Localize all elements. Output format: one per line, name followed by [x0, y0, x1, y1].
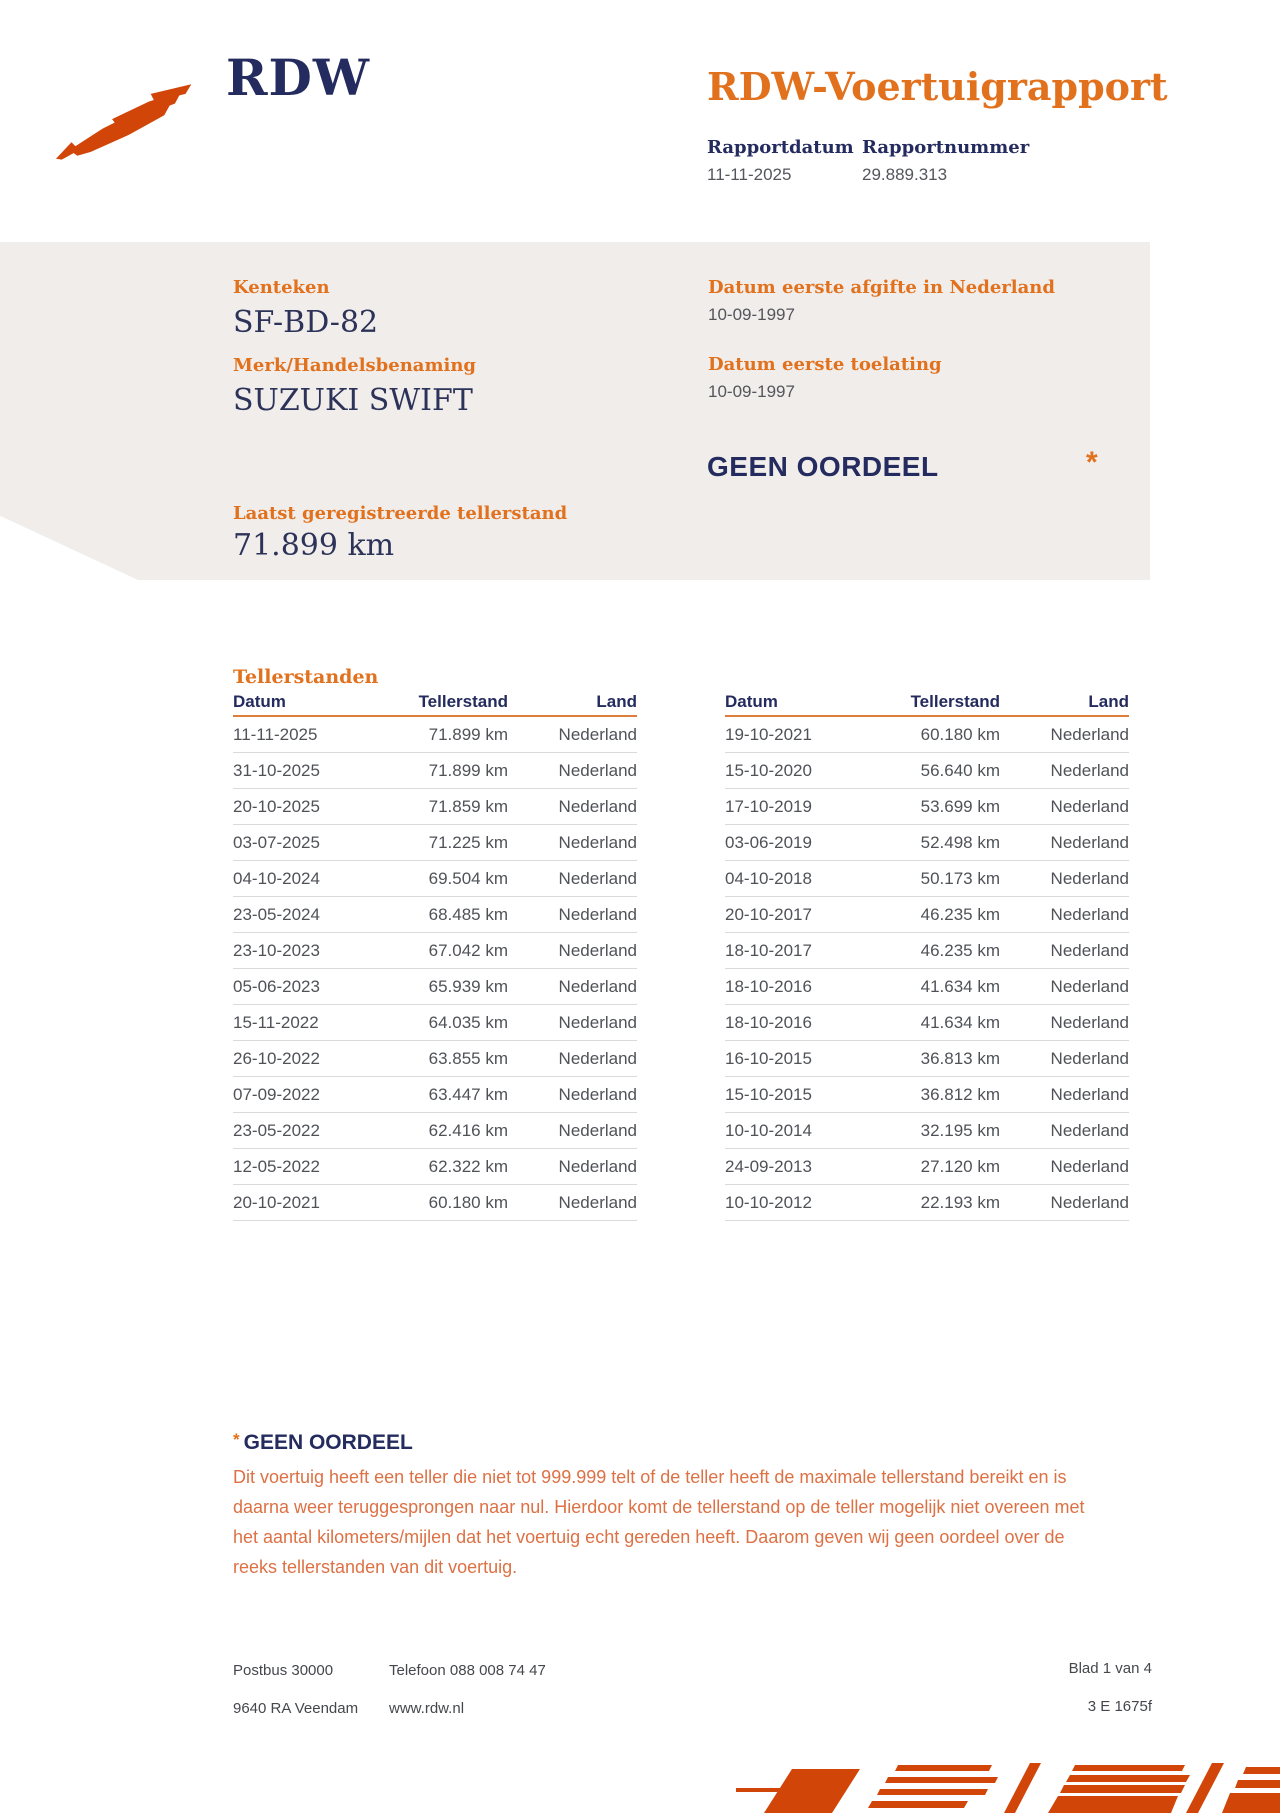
footnote-paragraph [233, 1462, 1173, 1582]
table-header-row [725, 692, 1129, 717]
cell-land: Nederland [1050, 905, 1129, 924]
cell-tellerstand: 41.634 km [920, 977, 1000, 996]
table-row [725, 717, 1129, 753]
cell-tellerstand: 62.322 km [428, 1157, 508, 1176]
cell-land: Nederland [1050, 941, 1129, 960]
cell-tellerstand: 50.173 km [920, 869, 1000, 888]
cell-tellerstand: 52.498 km [920, 833, 1000, 852]
table-row [233, 1041, 637, 1077]
oordeel-asterisk-marker: * [1086, 446, 1098, 479]
cell-land: Nederland [558, 977, 637, 996]
cell-tellerstand: 60.180 km [920, 725, 1000, 744]
cell-tellerstand: 65.939 km [428, 977, 508, 996]
rdw-logo-text: RDW [226, 48, 371, 107]
cell-datum: 15-10-2015 [725, 1085, 812, 1104]
footnote-title-text: GEEN OORDEEL [243, 1431, 413, 1454]
table-row [233, 897, 637, 933]
tellerstanden-table-left [233, 692, 637, 1221]
merk-value: SUZUKI SWIFT [233, 383, 473, 418]
afgifte-label: Datum eerste afgifte in Nederland [708, 277, 1055, 298]
rdw-wing-logo-icon [56, 82, 201, 160]
report-number-value: 29.889.313 [862, 165, 948, 184]
cell-tellerstand: 46.235 km [920, 941, 1000, 960]
report-date-value: 11-11-2025 [707, 165, 792, 184]
table-row [725, 897, 1129, 933]
table-row [233, 789, 637, 825]
table-row [725, 933, 1129, 969]
column-header-datum: Datum [725, 692, 778, 711]
cell-datum: 16-10-2015 [725, 1049, 812, 1068]
cell-tellerstand: 71.859 km [428, 797, 508, 816]
table-row [233, 861, 637, 897]
cell-land: Nederland [558, 761, 637, 780]
cell-land: Nederland [1050, 1157, 1129, 1176]
table-row [233, 933, 637, 969]
cell-datum: 04-10-2018 [725, 869, 812, 888]
cell-land: Nederland [558, 869, 637, 888]
column-header-tellerstand: Tellerstand [910, 692, 1000, 711]
cell-tellerstand: 62.416 km [428, 1121, 508, 1140]
cell-datum: 04-10-2024 [233, 869, 320, 888]
page-title: RDW-Voertuigrapport [707, 64, 1168, 109]
cell-tellerstand: 36.813 km [920, 1049, 1000, 1068]
afgifte-value: 10-09-1997 [708, 305, 795, 324]
cell-land: Nederland [1050, 1085, 1129, 1104]
cell-tellerstand: 56.640 km [920, 761, 1000, 780]
kenteken-label: Kenteken [233, 277, 330, 298]
cell-tellerstand: 36.812 km [920, 1085, 1000, 1104]
cell-datum: 24-09-2013 [725, 1157, 812, 1176]
cell-land: Nederland [1050, 977, 1129, 996]
cell-tellerstand: 63.447 km [428, 1085, 508, 1104]
cell-land: Nederland [1050, 1193, 1129, 1212]
tellerstanden-table-right [725, 692, 1129, 1221]
cell-land: Nederland [558, 1085, 637, 1104]
table-row [233, 1185, 637, 1221]
cell-datum: 23-05-2022 [233, 1121, 320, 1140]
cell-tellerstand: 71.899 km [428, 725, 508, 744]
cell-tellerstand: 27.120 km [920, 1157, 1000, 1176]
footnote-title [233, 1430, 413, 1455]
cell-land: Nederland [1050, 1013, 1129, 1032]
cell-datum: 23-05-2024 [233, 905, 320, 924]
cell-tellerstand: 46.235 km [920, 905, 1000, 924]
cell-tellerstand: 71.225 km [428, 833, 508, 852]
table-row [725, 1005, 1129, 1041]
table-row [725, 1185, 1129, 1221]
cell-land: Nederland [558, 1193, 637, 1212]
tellerstanden-section-title: Tellerstanden [233, 666, 379, 688]
cell-land: Nederland [1050, 869, 1129, 888]
table-row [233, 1077, 637, 1113]
cell-datum: 18-10-2016 [725, 977, 812, 996]
cell-tellerstand: 53.699 km [920, 797, 1000, 816]
table-row [725, 1149, 1129, 1185]
cell-tellerstand: 64.035 km [428, 1013, 508, 1032]
cell-land: Nederland [1050, 725, 1129, 744]
table-row [233, 1149, 637, 1185]
cell-datum: 10-10-2012 [725, 1193, 812, 1212]
cell-land: Nederland [558, 833, 637, 852]
kenteken-value: SF-BD-82 [233, 305, 379, 340]
cell-datum: 20-10-2021 [233, 1193, 320, 1212]
cell-datum: 20-10-2025 [233, 797, 320, 816]
column-header-land: Land [596, 692, 637, 711]
footnote-line: Dit voertuig heeft een teller die niet tot 999.999 telt of de teller heeft de maximale tellerstand bereikt en is [233, 1467, 1067, 1487]
footer-city: 9640 RA Veendam [233, 1700, 359, 1717]
footer-form-code: 3 E 1675f [1087, 1698, 1152, 1715]
cell-land: Nederland [558, 941, 637, 960]
footnote-line: daarna weer teruggesprongen naar nul. Hierdoor komt de tellerstand op de teller mogelijk niet overeen met [233, 1497, 1085, 1517]
table-row [233, 969, 637, 1005]
tellerstand-value: 71.899 km [233, 528, 395, 563]
oordeel-verdict: GEEN OORDEEL [707, 451, 939, 482]
cell-land: Nederland [558, 1157, 637, 1176]
cell-land: Nederland [558, 725, 637, 744]
cell-datum: 18-10-2016 [725, 1013, 812, 1032]
column-header-land: Land [1088, 692, 1129, 711]
footer-page-indicator: Blad 1 van 4 [1068, 1660, 1152, 1677]
toelating-label: Datum eerste toelating [708, 354, 942, 375]
cell-land: Nederland [1050, 1049, 1129, 1068]
table-row [725, 789, 1129, 825]
cell-datum: 31-10-2025 [233, 761, 320, 780]
cell-land: Nederland [1050, 1121, 1129, 1140]
table-row [725, 753, 1129, 789]
cell-datum: 03-06-2019 [725, 833, 812, 852]
report-number-label: Rapportnummer [862, 137, 1030, 158]
column-header-tellerstand: Tellerstand [418, 692, 508, 711]
cell-datum: 17-10-2019 [725, 797, 812, 816]
cell-tellerstand: 41.634 km [920, 1013, 1000, 1032]
table-row [725, 1077, 1129, 1113]
cell-tellerstand: 32.195 km [920, 1121, 1000, 1140]
report-date-label: Rapportdatum [707, 137, 854, 158]
table-row [233, 753, 637, 789]
cell-tellerstand: 69.504 km [428, 869, 508, 888]
cell-datum: 20-10-2017 [725, 905, 812, 924]
table-row [233, 1113, 637, 1149]
cell-tellerstand: 67.042 km [428, 941, 508, 960]
cell-land: Nederland [558, 1013, 637, 1032]
footer-postbus: Postbus 30000 [233, 1662, 334, 1679]
cell-tellerstand: 71.899 km [428, 761, 508, 780]
cell-land: Nederland [1050, 797, 1129, 816]
table-row [725, 1113, 1129, 1149]
table-header-row [233, 692, 637, 717]
cell-tellerstand: 60.180 km [428, 1193, 508, 1212]
cell-datum: 19-10-2021 [725, 725, 812, 744]
cell-datum: 03-07-2025 [233, 833, 320, 852]
cell-datum: 15-11-2022 [233, 1013, 319, 1032]
toelating-value: 10-09-1997 [708, 382, 795, 401]
cell-land: Nederland [558, 797, 637, 816]
cell-tellerstand: 68.485 km [428, 905, 508, 924]
tellerstand-label: Laatst geregistreerde tellerstand [233, 503, 568, 524]
table-row [725, 1041, 1129, 1077]
table-row [233, 825, 637, 861]
footer-website: www.rdw.nl [389, 1700, 465, 1717]
footnote-asterisk-marker: * [233, 1430, 240, 1449]
cell-land: Nederland [558, 1049, 637, 1068]
footer-phone: Telefoon 088 008 74 47 [389, 1662, 546, 1679]
cell-tellerstand: 22.193 km [920, 1193, 1000, 1212]
cell-datum: 05-06-2023 [233, 977, 320, 996]
cell-land: Nederland [1050, 833, 1129, 852]
table-row [725, 969, 1129, 1005]
cell-datum: 26-10-2022 [233, 1049, 320, 1068]
cell-datum: 18-10-2017 [725, 941, 812, 960]
cell-land: Nederland [558, 905, 637, 924]
table-row [233, 1005, 637, 1041]
cell-datum: 10-10-2014 [725, 1121, 812, 1140]
cell-land: Nederland [1050, 761, 1129, 780]
column-header-datum: Datum [233, 692, 286, 711]
table-row [233, 717, 637, 753]
cell-datum: 07-09-2022 [233, 1085, 320, 1104]
footnote-line: reeks tellerstanden van dit voertuig. [233, 1557, 518, 1577]
cell-tellerstand: 63.855 km [428, 1049, 508, 1068]
table-row [725, 825, 1129, 861]
cell-datum: 11-11-2025 [233, 725, 318, 744]
footnote-line: het aantal kilometers/mijlen dat het voertuig echt gereden heeft. Daarom geven wij geen oordeel over de [233, 1527, 1065, 1547]
cell-datum: 12-05-2022 [233, 1157, 320, 1176]
cell-datum: 15-10-2020 [725, 761, 812, 780]
rdw-speedlines-artwork-icon [730, 1763, 1280, 1813]
cell-datum: 23-10-2023 [233, 941, 320, 960]
merk-label: Merk/Handelsbenaming [233, 355, 477, 376]
cell-land: Nederland [558, 1121, 637, 1140]
table-row [725, 861, 1129, 897]
